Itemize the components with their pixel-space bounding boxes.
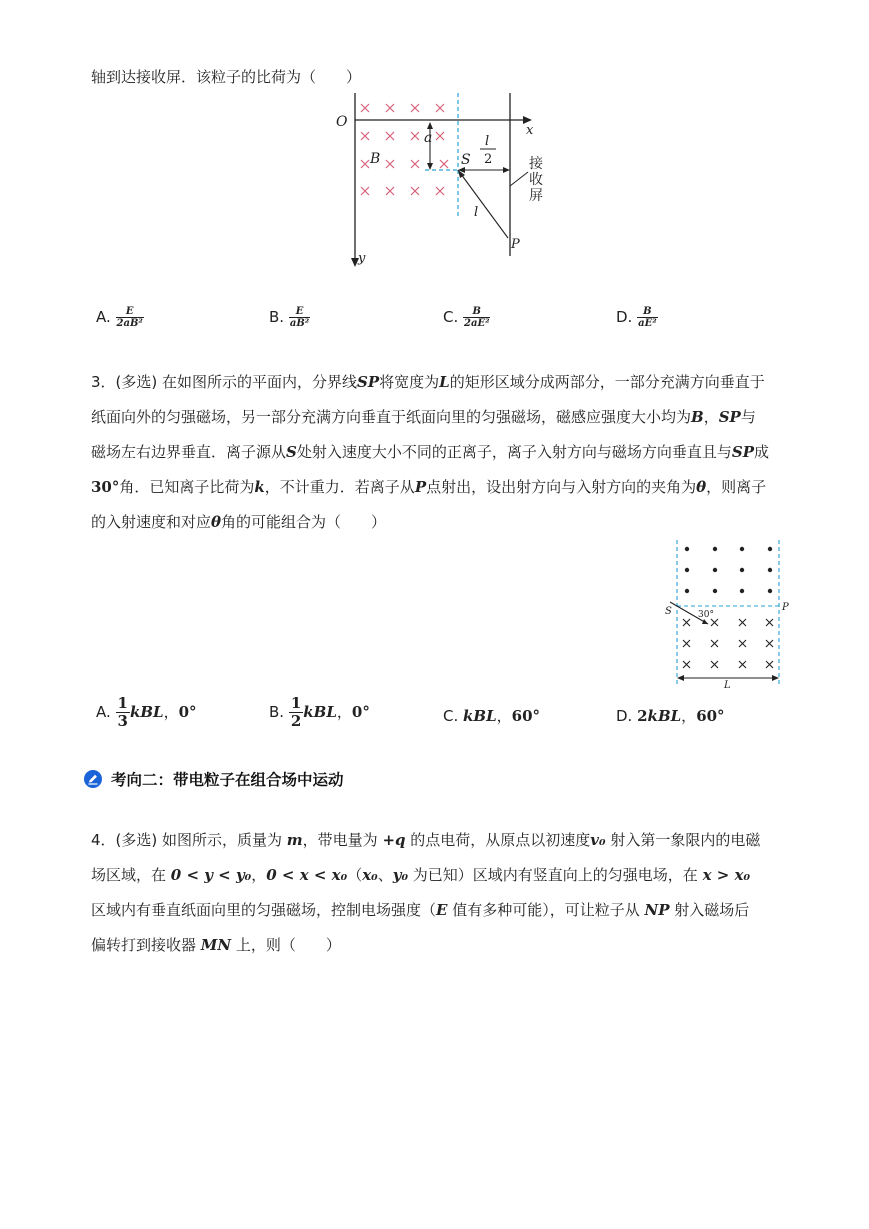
q4-stem-line-3: 区域内有垂直纸面向里的匀强磁场，控制电场强度（E 值有多种可能），可让粒子从 NP 射入磁场后	[91, 901, 750, 919]
section-title: 考向二：带电粒子在组合场中运动	[111, 771, 344, 789]
q2-option-b[interactable]: B. $\frac{E}{\text{aB²}}$	[269, 306, 310, 329]
q2-half-l-den: 2	[484, 152, 493, 167]
q2-stem-end: 轴到达接收屏．该粒子的比荷为（ ）	[91, 68, 362, 86]
q3-option-a[interactable]: A. $\frac{1}{3}$ kBL，0°	[96, 694, 197, 730]
q3-stem-line-2: 纸面向外的匀强磁场，另一部分充满方向垂直于纸面向里的匀强磁场，磁感应强度大小均为B，SP与	[91, 408, 756, 426]
q2-b-label: B	[370, 151, 381, 167]
q2-x-axis-label: x	[526, 123, 534, 138]
q2-screen-label-2: 收	[529, 172, 543, 188]
q3-angle-label: 30°	[698, 610, 714, 620]
q2-s-label: S	[461, 152, 471, 168]
q3-s-label: S	[665, 606, 672, 617]
q2-origin-label: O	[336, 114, 348, 130]
q2-option-b-fraction: $\frac{E}{\text{aB²}}$	[289, 306, 310, 329]
q2-a-label: a	[424, 130, 433, 146]
q3-option-d[interactable]: D. 2kBL，60°	[616, 707, 725, 725]
q2-l-label: l	[474, 205, 479, 220]
q2-field-figure	[330, 88, 560, 273]
q2-option-d[interactable]: D. $\frac{B}{\text{aE²}}$	[616, 306, 657, 329]
q3-stem-line-4: 30°角．已知离子比荷为k，不计重力．若离子从P点射出，设出射方向与入射方向的夹角为θ，则离子	[91, 478, 767, 496]
section-heading	[84, 768, 344, 790]
q2-half-l-num: l	[485, 134, 490, 149]
q2-option-c-fraction: $\frac{B}{\text{2aE²}}$	[464, 306, 490, 329]
q2-p-label: P	[511, 237, 520, 252]
q2-y-axis-label: y	[358, 251, 366, 266]
q4-stem-line-4: 偏转打到接收器 MN 上，则（ ）	[91, 936, 341, 954]
q2-option-c[interactable]: C. $\frac{B}{\text{2aE²}}$	[443, 306, 490, 329]
q4-stem-line-1: 4．(多选) 如图所示，质量为 m，带电量为 +q 的点电荷，从原点以初速度v₀ 射入第一象限内的电磁	[91, 831, 761, 849]
q2-screen-label-1: 接	[529, 156, 543, 172]
q2-option-a-fraction: $\frac{E}{\text{2aB²}}$	[116, 306, 143, 329]
q3-stem-line-3: 磁场左右边界垂直．离子源从S处射入速度大小不同的正离子，离子入射方向与磁场方向垂直且与SP成	[91, 443, 770, 461]
q3-stem-line-1: 3．(多选) 在如图所示的平面内，分界线SP将宽度为L的矩形区域分成两部分，一部分充满方向垂直于	[91, 373, 765, 391]
q3-option-b[interactable]: B. $\frac{1}{2}$ kBL，0°	[269, 694, 370, 730]
q2-screen-label-3: 屏	[529, 188, 543, 204]
pencil-badge-icon	[84, 770, 102, 788]
q3-field-figure	[662, 538, 792, 690]
q3-option-c[interactable]: C. kBL，60°	[443, 707, 541, 725]
q3-l-label: L	[724, 680, 731, 690]
q4-stem-line-2: 场区域，在 0 < y < y₀，0 < x < x₀（x₀、y₀ 为已知）区域内有竖直向上的匀强电场，在 x > x₀	[91, 866, 751, 884]
q2-option-d-fraction: $\frac{B}{\text{aE²}}$	[638, 306, 657, 329]
q3-stem-line-5: 的入射速度和对应θ角的可能组合为（ ）	[91, 513, 387, 531]
q2-option-a[interactable]: A. $\frac{E}{\text{2aB²}}$	[96, 306, 143, 329]
q3-p-label: P	[782, 602, 789, 613]
